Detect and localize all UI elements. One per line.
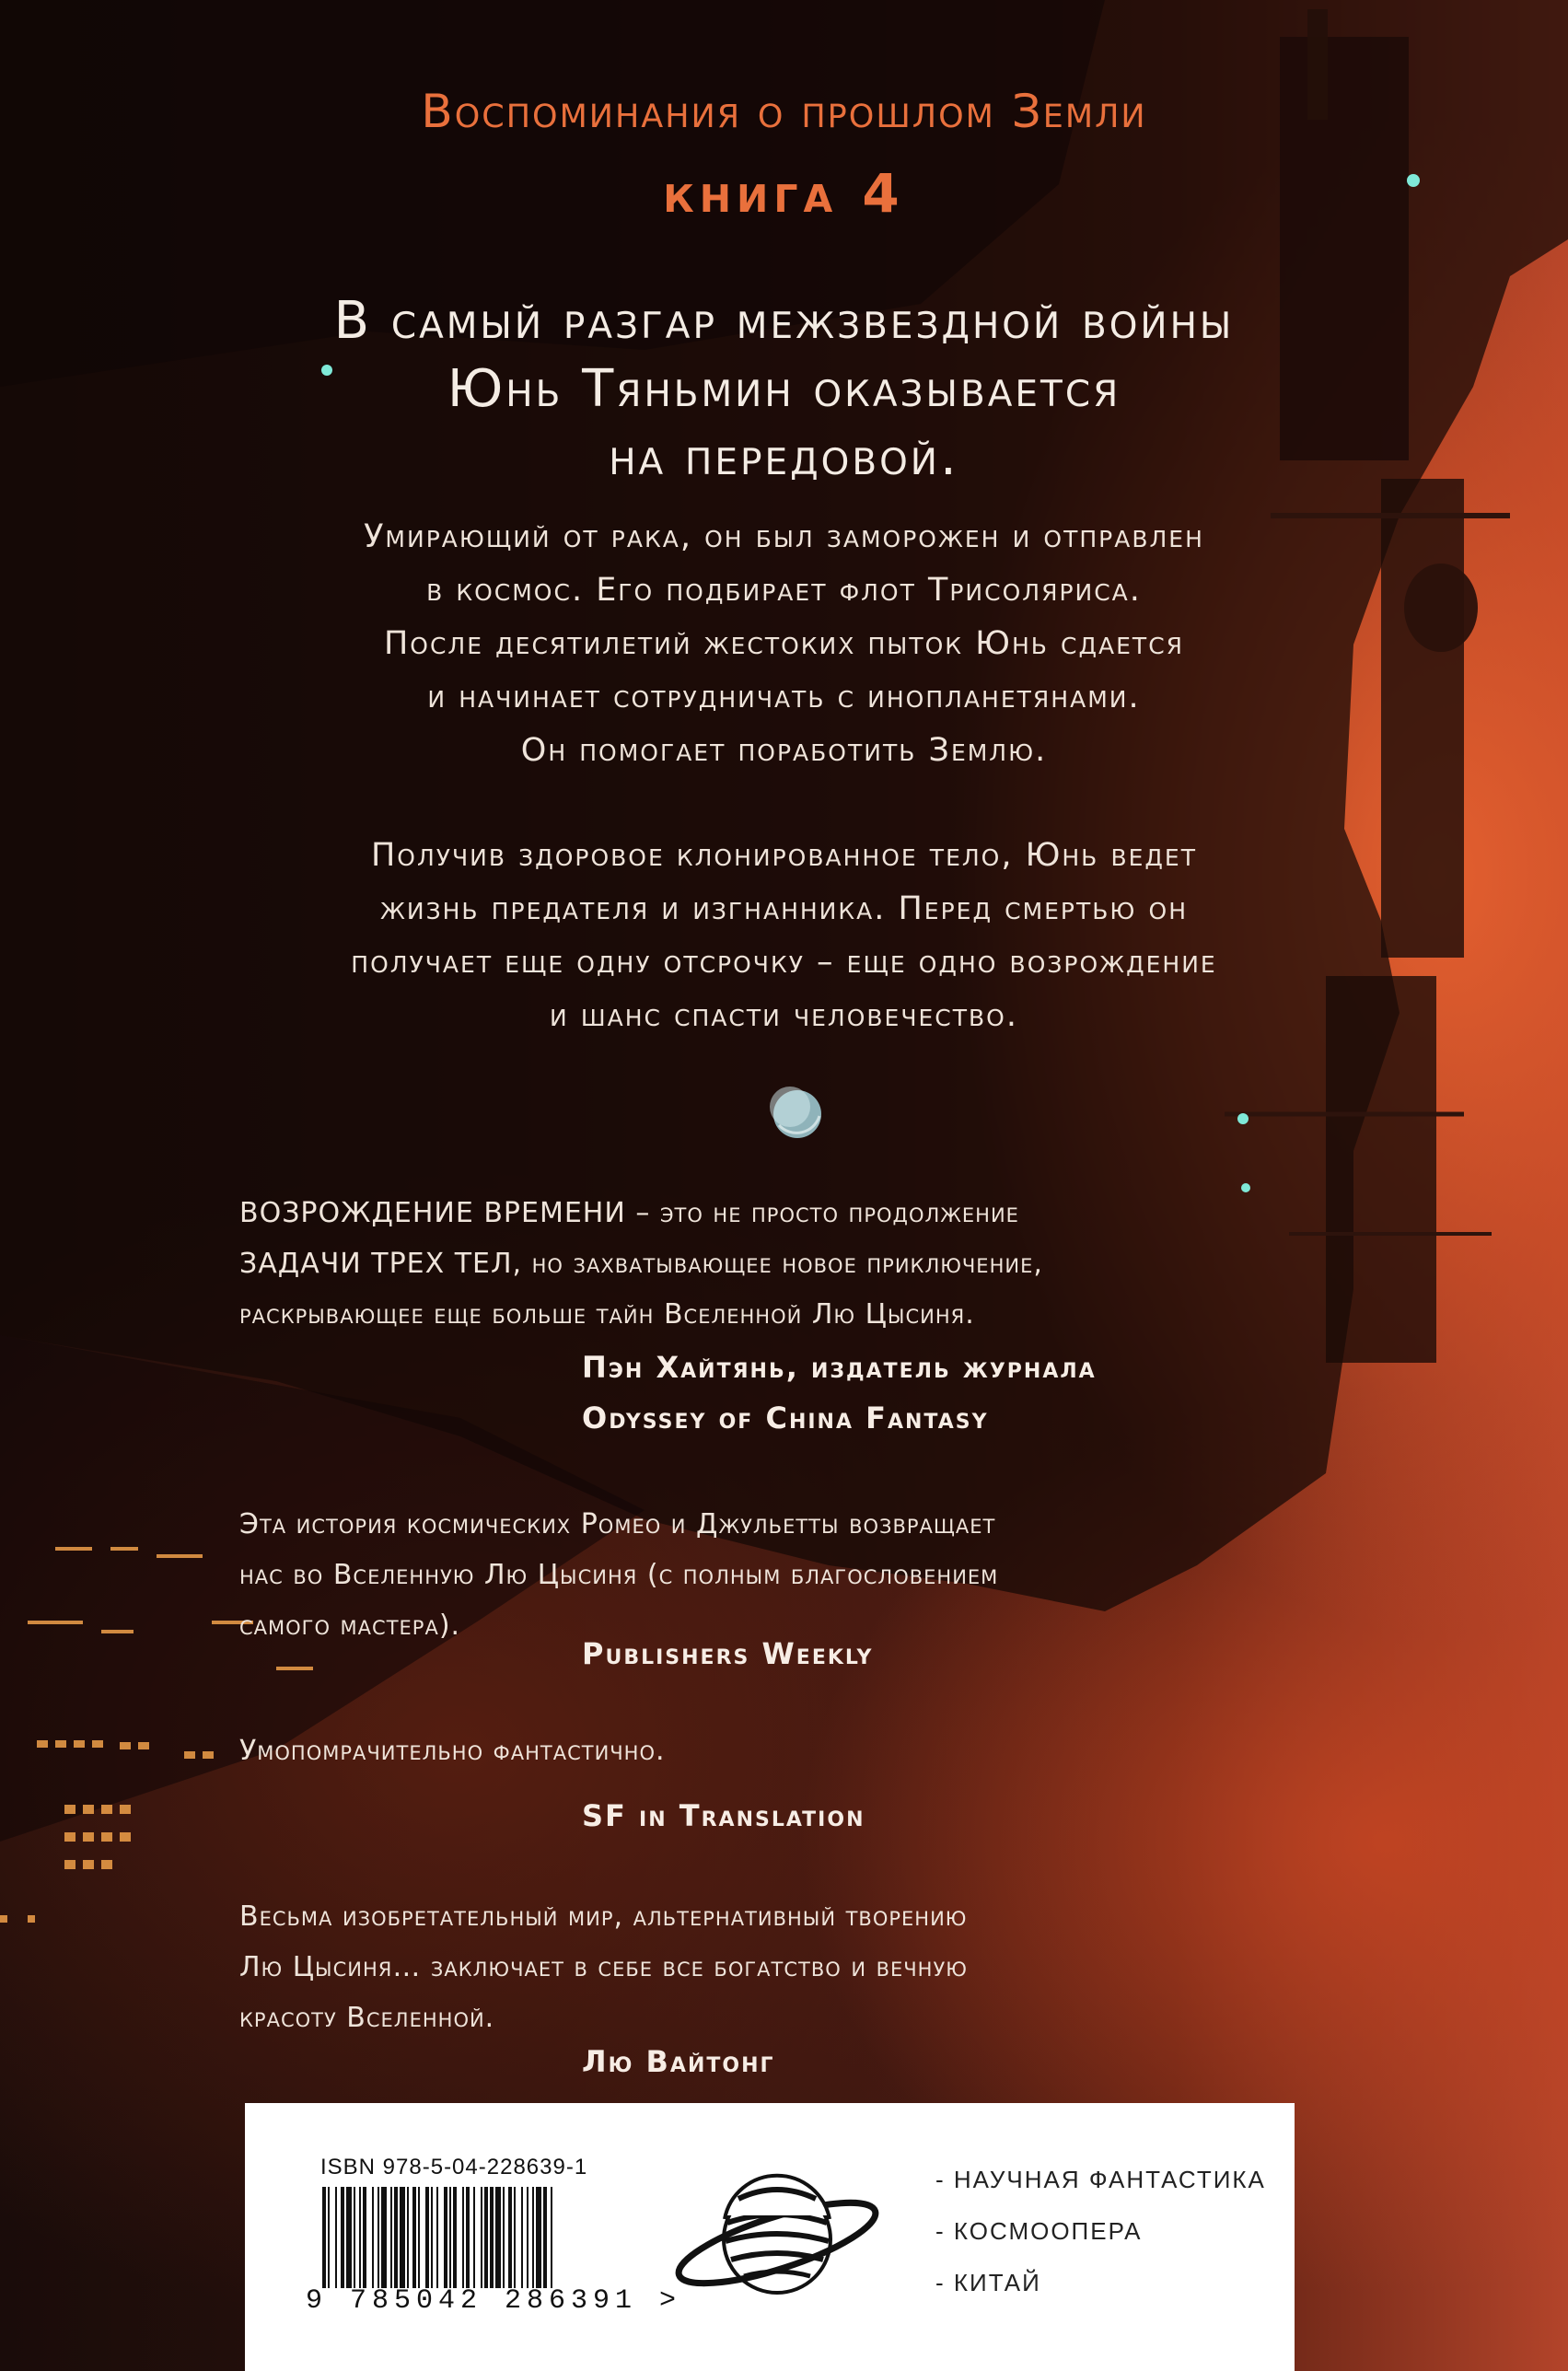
isbn-text: ISBN 978-5-04-228639-1 bbox=[320, 2155, 588, 2179]
review-line: самого мастера). bbox=[239, 1610, 461, 1642]
synopsis-line: и начинает сотрудничать с инопланетянами. bbox=[427, 679, 1141, 715]
review-source-1 bbox=[582, 1342, 1097, 1444]
synopsis-paragraph-2 bbox=[0, 829, 1568, 1042]
synopsis-line: получает еще одну отсрочку – еще одно возрождение bbox=[351, 944, 1217, 981]
genre-item: - КИТАЙ bbox=[935, 2269, 1041, 2296]
barcode-image bbox=[322, 2187, 626, 2288]
synopsis-line: Он помогает поработить Землю. bbox=[520, 732, 1048, 769]
synopsis-line: жизнь предателя и изгнанника. Перед смертью он bbox=[379, 890, 1189, 927]
book-number: книга 4 bbox=[663, 162, 905, 225]
saturn-icon bbox=[667, 2158, 888, 2315]
synopsis-line: в космос. Его подбирает флот Трисоляриса. bbox=[426, 572, 1142, 609]
review-source-line: Пэн Хайтянь, издатель журнала bbox=[582, 1350, 1097, 1385]
headline-line: В самый разгар межзвездной войны bbox=[333, 291, 1235, 351]
synopsis-line: и шанс спасти человечество. bbox=[550, 997, 1018, 1034]
headline-line: на передовой. bbox=[609, 427, 959, 487]
review-source-line: SF in Translation bbox=[582, 1798, 865, 1833]
barcode-panel bbox=[245, 2103, 1295, 2371]
review-source-line: Publishers Weekly bbox=[582, 1636, 874, 1671]
review-quote-4 bbox=[239, 1891, 1372, 2043]
series-title: Воспоминания о прошлом Земли bbox=[421, 85, 1147, 138]
review-line: Весьма изобретательный мир, альтернативный творению bbox=[239, 1900, 968, 1933]
review-line: Умопомрачительно фантастично. bbox=[239, 1735, 666, 1767]
review-source-line: Лю Вайтонг bbox=[582, 2044, 775, 2079]
review-line: раскрывающее еще больше тайн Вселенной Лю Цысиня. bbox=[239, 1298, 975, 1331]
review-line: красоту Вселенной. bbox=[239, 2002, 495, 2034]
review-quote-3 bbox=[239, 1726, 1372, 1776]
genre-list bbox=[935, 2158, 1266, 2313]
review-line: ВОЗРОЖДЕНИЕ ВРЕМЕНИ – это не просто продолжение bbox=[239, 1197, 1019, 1229]
review-quote-1 bbox=[239, 1188, 1372, 1340]
review-source-4 bbox=[582, 2037, 775, 2087]
synopsis-line: Умирающий от рака, он был заморожен и отправлен bbox=[364, 518, 1204, 555]
review-line: Лю Цысиня… заключает в себе все богатство и вечную bbox=[239, 1951, 968, 1983]
review-source-3 bbox=[582, 1791, 865, 1842]
review-line: нас во Вселенную Лю Цысиня (с полным благословением bbox=[239, 1559, 999, 1591]
synopsis-line: После десятилетий жестоких пыток Юнь сдается bbox=[383, 625, 1185, 662]
synopsis-paragraph-1 bbox=[0, 510, 1568, 777]
barcode-number: 9 785042 286391 > bbox=[306, 2285, 682, 2317]
genre-item: - КОСМООПЕРА bbox=[935, 2217, 1143, 2245]
headline-line: Юнь Тяньмин оказывается bbox=[447, 359, 1121, 419]
review-source-line: Odyssey of China Fantasy bbox=[582, 1401, 989, 1435]
review-line: ЗАДАЧИ ТРЕХ ТЕЛ, но захватывающее новое приключение, bbox=[239, 1248, 1043, 1280]
synopsis-line: Получив здоровое клонированное тело, Юнь ведет bbox=[370, 837, 1197, 874]
genre-item: - НАУЧНАЯ ФАНТАСТИКА bbox=[935, 2166, 1266, 2193]
review-source-2 bbox=[582, 1629, 873, 1679]
headline bbox=[0, 287, 1568, 492]
review-line: Эта история космических Ромео и Джульетты возвращает bbox=[239, 1508, 996, 1540]
